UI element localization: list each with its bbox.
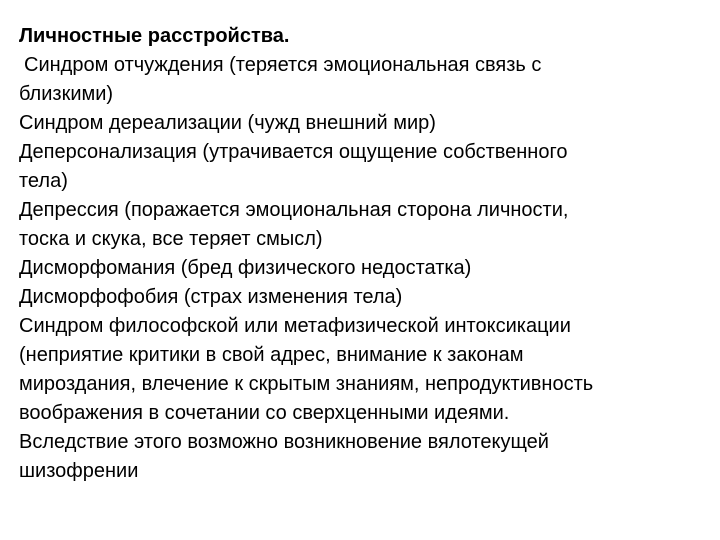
text-line: мироздания, влечение к скрытым знаниям, непродуктивность [19, 373, 594, 395]
text-line: воображения в сочетании со сверхценными идеями. [19, 402, 510, 424]
text-line: Вследствие этого возможно возникновение вялотекущей [19, 431, 549, 453]
text-line: Синдром отчуждения (теряется эмоциональная связь с [24, 54, 542, 76]
text-line: Синдром философской или метафизической интоксикации [19, 315, 571, 337]
slide-title: Личностные расстройства. [19, 25, 290, 47]
text-line: Дисморфофобия (страх изменения тела) [19, 286, 403, 308]
text-line: близкими) [19, 83, 114, 105]
text-line: Депрессия (поражается эмоциональная сторона личности, [19, 199, 569, 221]
slide-content [19, 22, 715, 486]
text-line: тела) [19, 170, 68, 192]
text-line: Синдром дереализации (чужд внешний мир) [19, 112, 436, 134]
text-line: шизофрении [19, 460, 139, 482]
text-line: (неприятие критики в свой адрес, внимание к законам [19, 344, 524, 366]
text-line: тоска и скука, все теряет смысл) [19, 228, 323, 250]
text-line: Дисморфомания (бред физического недостатка) [19, 257, 472, 279]
text-line: Деперсонализация (утрачивается ощущение собственного [19, 141, 568, 163]
